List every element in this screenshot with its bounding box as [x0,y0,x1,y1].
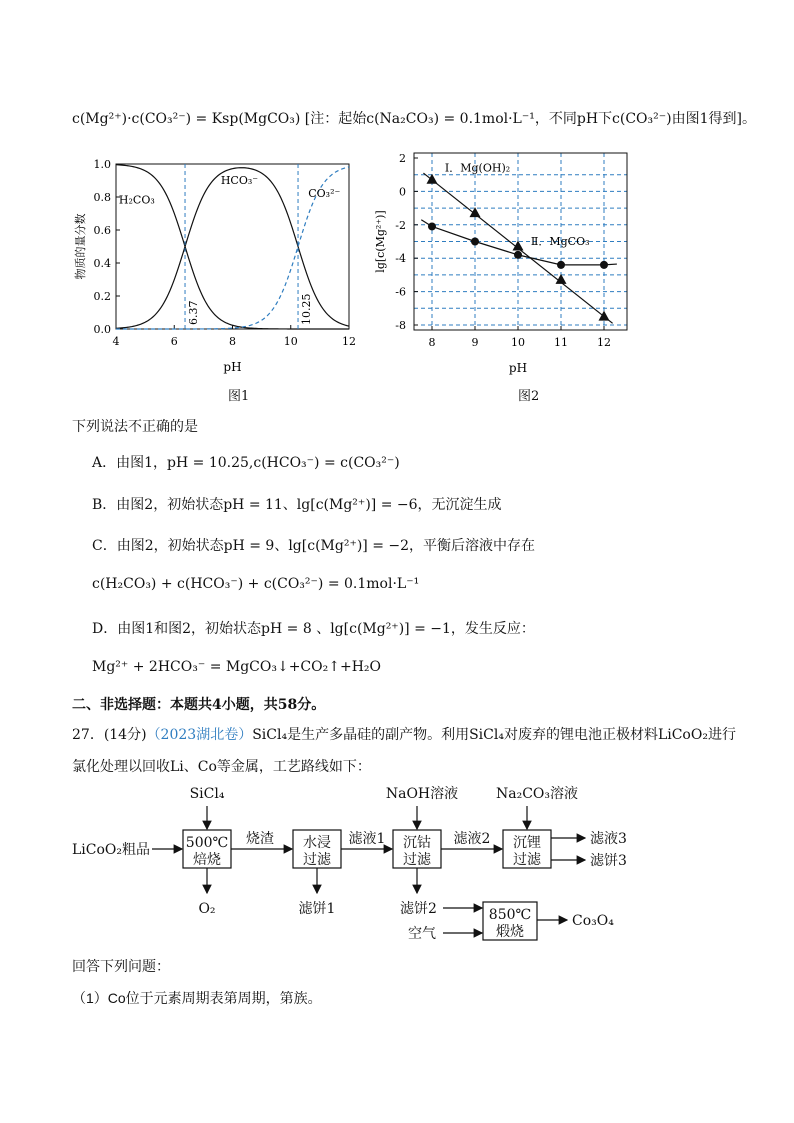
figure1-label-co3: CO₃²⁻ [308,187,341,200]
figure2-x-tick-label: 10 [511,336,525,349]
flow-box5-top: 850℃ [488,907,532,923]
figure1-x-tick-label: 12 [342,335,356,348]
flow-reagent-naoh: NaOH溶液 [385,786,459,802]
figure2-y-tick-label: -6 [395,285,406,299]
figure1-caption: 图1 [228,389,250,404]
figure2-x-tick-label: 9 [471,336,479,349]
figure2-x-tick-label: 11 [554,336,568,349]
flow-box2-top: 水浸 [303,835,331,851]
option-d: D．由图1和图2，初始状态pH = 8 、lg[c(Mg²⁺)] = −1，发生反应： [92,621,535,637]
option-a: A．由图1，pH = 10.25,c(HCO₃⁻) = c(CO₃²⁻) [92,455,400,471]
flow-in-cake2: 滤饼2 [400,901,437,917]
section-heading: 二、非选择题：本题共4小题，共58分。 [72,697,326,713]
figure2-x-axis-label: pH [508,361,528,375]
figure1-y-tick-label: 1.0 [93,158,111,171]
figure2-chart [372,145,642,380]
q27-source: （2023湖北卷） [146,727,253,743]
flow-out-co3o4: Co₃O₄ [572,913,614,929]
figure1-y-tick-label: 0.4 [93,257,111,270]
figure1-x-tick-label: 6 [170,335,178,348]
flow-arrow-filtrate2: 滤液2 [453,831,491,847]
flow-reagent-na2co3: Na₂CO₃溶液 [495,786,579,802]
figure1-marker-label: 6.37 [187,300,201,325]
figure1-chart [70,148,370,380]
figure1-y-tick-label: 0.8 [93,191,111,204]
option-b: B．由图2，初始状态pH = 11、lg[c(Mg²⁺)] = −6，无沉淀生成 [92,497,502,513]
figure1-label-hco3: HCO₃⁻ [220,173,259,187]
figure2-point-mgoh2 [427,174,438,184]
question-stem: 下列说法不正确的是 [72,419,198,435]
flow-arrow-filtrate1: 滤液1 [348,831,386,847]
figure1-y-tick-label: 0.2 [93,290,111,303]
figure2-label-ii: Ⅱ．MgCO₃ [530,234,590,248]
figure2-x-tick-label: 12 [597,336,611,349]
figure2-point-mgco3 [600,261,608,269]
figure2-point-mgoh2 [470,207,481,217]
figure2-y-tick-label: -8 [395,318,406,332]
flow-box5-bottom: 煅烧 [496,924,524,940]
option-c-equation: c(H₂CO₃) + c(HCO₃⁻) + c(CO₃²⁻) = 0.1mol·L⁻¹ [92,576,420,592]
figure2-label-i: Ⅰ．Mg(OH)₂ [444,161,511,175]
figure1-y-tick-label: 0.6 [93,224,111,237]
flow-box3-top: 沉钴 [403,835,431,851]
figure2-x-tick-label: 8 [428,336,436,349]
intro-line: c(Mg²⁺)·c(CO₃²⁻) = Ksp(MgCO₃) [注：起始c(Na₂CO₃) = 0.1mol·L⁻¹，不同pH下c(CO₃²⁻)由图1得到]。 [72,111,756,127]
q27-line2: 氯化处理以回收Li、Co等金属，工艺路线如下： [72,759,371,775]
figure2-point-mgco3 [428,222,436,230]
flow-box4-top: 沉锂 [513,835,541,851]
option-d-equation: Mg²⁺ + 2HCO₃⁻ = MgCO₃↓+CO₂↑+H₂O [92,659,381,675]
flow-out-cake1: 滤饼1 [298,901,336,917]
figure1-label-h2co3: H₂CO₃ [118,193,155,207]
q27-prefix: 27．(14分) [72,727,147,743]
figure2-y-axis-label: lg[c(Mg²⁺)] [374,210,387,273]
flow-start: LiCoO₂粗品 [72,842,151,858]
q27-line1 [72,724,736,744]
figure2-point-mgco3 [471,238,479,246]
sub-question-1: （1）Co位于元素周期表第周期，第族。 [72,990,322,1006]
figure1-x-axis-label: pH [223,360,242,374]
figure1-y-tick-label: 0.0 [93,323,111,336]
figure1-x-tick-label: 10 [283,335,298,348]
answer-prompt: 回答下列问题： [72,959,170,975]
flow-box3-bottom: 过滤 [403,852,431,868]
figure2-y-tick-label: 2 [399,152,406,166]
flow-box4-bottom: 过滤 [513,852,541,868]
flow-reagent-sicl4: SiCl₄ [189,786,225,802]
option-c: C．由图2，初始状态pH = 9、lg[c(Mg²⁺)] = −2，平衡后溶液中存在 [92,538,536,554]
figure2-y-tick-label: 0 [399,185,406,199]
figure2-point-mgco3 [514,251,522,259]
flow-out-o2: O₂ [198,901,216,917]
process-flow-diagram [70,780,670,945]
figure1-y-axis-label: 物质的量分数 [74,213,87,280]
figure2-caption: 图2 [518,389,540,404]
q27-text1: SiCl₄是生产多晶硅的副产物。利用SiCl₄对废弃的锂电池正极材料LiCoO₂进行 [252,727,736,743]
flow-out-cake3: 滤饼3 [590,853,627,869]
figure2-y-tick-label: -4 [395,252,406,266]
flow-in-air: 空气 [408,926,436,942]
figure2-point-mgoh2 [599,311,610,321]
flow-box1-top: 500℃ [185,835,229,851]
figure1-x-tick-label: 8 [229,335,236,348]
figure1-marker-label: 10.25 [300,293,314,325]
flow-box2-bottom: 过滤 [303,852,331,868]
flow-box1-bottom: 焙烧 [193,852,221,868]
figure2-y-tick-label: -2 [395,218,406,232]
flow-out-filtrate3: 滤液3 [590,831,627,847]
flow-arrow-slag: 烧渣 [246,831,274,847]
figure2-point-mgco3 [557,261,565,269]
figure1-x-tick-label: 4 [112,335,120,348]
